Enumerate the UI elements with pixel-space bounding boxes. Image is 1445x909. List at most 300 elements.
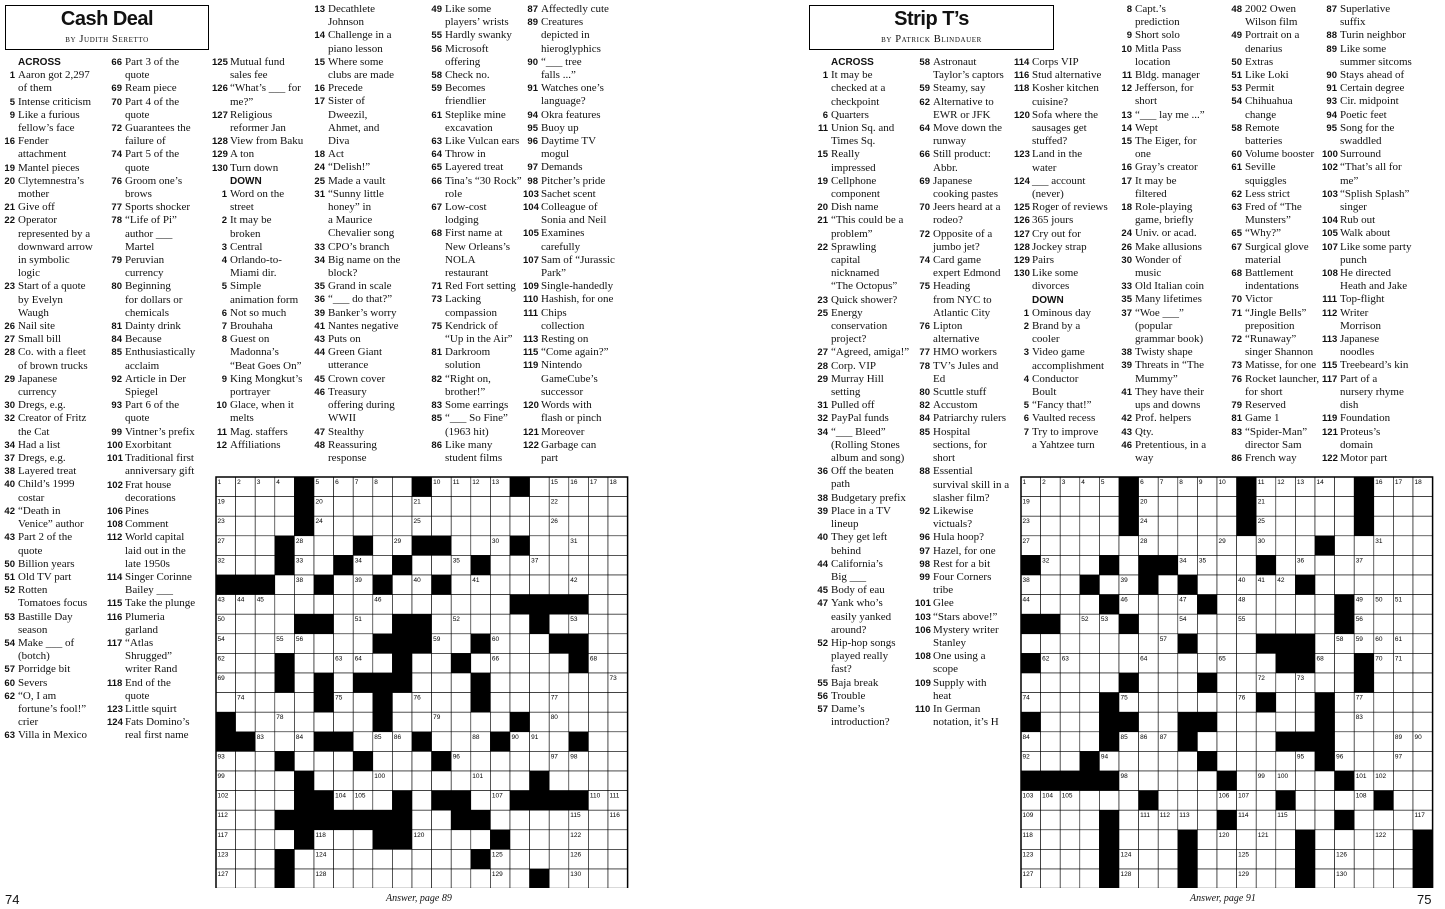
grid-cell[interactable] [236, 555, 256, 575]
crossword-grid[interactable] [1020, 476, 1434, 888]
grid-cell[interactable] [1413, 712, 1433, 732]
grid-cell[interactable] [1139, 830, 1159, 850]
grid-cell[interactable] [392, 693, 412, 713]
grid-cell[interactable] [1276, 497, 1296, 517]
grid-cell[interactable] [1158, 516, 1178, 536]
grid-cell[interactable] [236, 830, 256, 850]
grid-cell[interactable] [255, 751, 275, 771]
grid-cell[interactable] [1041, 575, 1061, 595]
grid-cell[interactable] [588, 869, 608, 888]
grid-cell[interactable] [255, 614, 275, 634]
grid-cell[interactable] [530, 477, 550, 497]
grid-cell[interactable] [1413, 497, 1433, 517]
grid-cell[interactable] [334, 849, 354, 869]
grid-cell[interactable] [314, 536, 334, 556]
grid-cell[interactable] [1237, 634, 1257, 654]
grid-cell[interactable] [1060, 830, 1080, 850]
grid-cell[interactable] [1041, 810, 1061, 830]
grid-cell[interactable] [1276, 830, 1296, 850]
grid-cell[interactable] [412, 712, 432, 732]
grid-cell[interactable] [1099, 575, 1119, 595]
grid-cell[interactable] [1080, 555, 1100, 575]
grid-cell[interactable] [236, 653, 256, 673]
grid-cell[interactable] [549, 673, 569, 693]
grid-cell[interactable] [1158, 575, 1178, 595]
grid-cell[interactable] [353, 634, 373, 654]
grid-cell[interactable] [1197, 536, 1217, 556]
grid-cell[interactable] [1139, 614, 1159, 634]
grid-cell[interactable] [1060, 849, 1080, 869]
grid-cell[interactable] [1335, 653, 1355, 673]
grid-cell[interactable] [1060, 595, 1080, 615]
grid-cell[interactable] [530, 751, 550, 771]
grid-cell[interactable] [412, 595, 432, 615]
grid-cell[interactable] [1393, 614, 1413, 634]
grid-cell[interactable] [1060, 869, 1080, 888]
grid-cell[interactable] [530, 536, 550, 556]
grid-cell[interactable] [490, 712, 510, 732]
grid-cell[interactable] [1256, 849, 1276, 869]
grid-cell[interactable] [588, 634, 608, 654]
grid-cell[interactable] [451, 869, 471, 888]
grid-cell[interactable] [1197, 653, 1217, 673]
grid-cell[interactable] [1335, 791, 1355, 811]
grid-cell[interactable] [1080, 516, 1100, 536]
grid-cell[interactable] [412, 673, 432, 693]
grid-cell[interactable] [1315, 595, 1335, 615]
grid-cell[interactable] [334, 497, 354, 517]
grid-cell[interactable] [1217, 516, 1237, 536]
grid-cell[interactable] [451, 693, 471, 713]
grid-cell[interactable] [1393, 771, 1413, 791]
grid-cell[interactable] [530, 653, 550, 673]
grid-cell[interactable] [314, 555, 334, 575]
grid-cell[interactable] [1060, 712, 1080, 732]
grid-cell[interactable] [530, 673, 550, 693]
grid-cell[interactable] [588, 536, 608, 556]
grid-cell[interactable] [334, 830, 354, 850]
grid-cell[interactable] [1315, 810, 1335, 830]
grid-cell[interactable] [569, 516, 589, 536]
grid-cell[interactable] [1158, 712, 1178, 732]
grid-cell[interactable] [1413, 555, 1433, 575]
grid-cell[interactable] [1099, 536, 1119, 556]
grid-cell[interactable] [1276, 555, 1296, 575]
grid-cell[interactable] [1139, 634, 1159, 654]
grid-cell[interactable] [1256, 791, 1276, 811]
grid-cell[interactable] [1217, 497, 1237, 517]
grid-cell[interactable] [588, 771, 608, 791]
grid-cell[interactable] [432, 693, 452, 713]
grid-cell[interactable] [1276, 614, 1296, 634]
grid-cell[interactable] [1393, 673, 1413, 693]
grid-cell[interactable] [1374, 712, 1394, 732]
grid-cell[interactable] [412, 791, 432, 811]
grid-cell[interactable] [1237, 555, 1257, 575]
grid-cell[interactable] [334, 771, 354, 791]
grid-cell[interactable] [294, 595, 314, 615]
grid-cell[interactable] [451, 732, 471, 752]
grid-cell[interactable] [373, 653, 393, 673]
grid-cell[interactable] [608, 732, 628, 752]
grid-cell[interactable] [490, 555, 510, 575]
grid-cell[interactable] [432, 497, 452, 517]
grid-cell[interactable] [1217, 595, 1237, 615]
grid-cell[interactable] [236, 712, 256, 732]
grid-cell[interactable] [1060, 810, 1080, 830]
grid-cell[interactable] [451, 849, 471, 869]
grid-cell[interactable] [608, 751, 628, 771]
grid-cell[interactable] [1393, 791, 1413, 811]
grid-cell[interactable] [1080, 830, 1100, 850]
grid-cell[interactable] [471, 516, 491, 536]
grid-cell[interactable] [1315, 849, 1335, 869]
grid-cell[interactable] [1315, 869, 1335, 888]
grid-cell[interactable] [608, 712, 628, 732]
grid-cell[interactable] [373, 849, 393, 869]
grid-cell[interactable] [1021, 673, 1041, 693]
grid-cell[interactable] [353, 849, 373, 869]
grid-cell[interactable] [1178, 673, 1198, 693]
grid-cell[interactable] [451, 595, 471, 615]
grid-cell[interactable] [1041, 830, 1061, 850]
grid-cell[interactable] [1099, 497, 1119, 517]
grid-cell[interactable] [510, 869, 530, 888]
grid-cell[interactable] [275, 516, 295, 536]
grid-cell[interactable] [530, 516, 550, 536]
grid-cell[interactable] [314, 634, 334, 654]
grid-cell[interactable] [1413, 771, 1433, 791]
grid-cell[interactable] [608, 555, 628, 575]
grid-cell[interactable] [1080, 497, 1100, 517]
grid-cell[interactable] [1178, 693, 1198, 713]
grid-cell[interactable] [1217, 634, 1237, 654]
grid-cell[interactable] [588, 849, 608, 869]
grid-cell[interactable] [353, 693, 373, 713]
grid-cell[interactable] [1139, 771, 1159, 791]
grid-cell[interactable] [1041, 516, 1061, 536]
grid-cell[interactable] [1080, 653, 1100, 673]
grid-cell[interactable] [432, 869, 452, 888]
grid-cell[interactable] [1119, 536, 1139, 556]
grid-cell[interactable] [549, 732, 569, 752]
grid-cell[interactable] [1178, 751, 1198, 771]
grid-cell[interactable] [451, 771, 471, 791]
grid-cell[interactable] [1413, 791, 1433, 811]
grid-cell[interactable] [1158, 869, 1178, 888]
grid-cell[interactable] [275, 732, 295, 752]
grid-cell[interactable] [490, 516, 510, 536]
grid-cell[interactable] [1158, 536, 1178, 556]
grid-cell[interactable] [255, 791, 275, 811]
grid-cell[interactable] [1158, 830, 1178, 850]
grid-cell[interactable] [255, 712, 275, 732]
grid-cell[interactable] [334, 614, 354, 634]
grid-cell[interactable] [1197, 810, 1217, 830]
grid-cell[interactable] [1119, 751, 1139, 771]
grid-cell[interactable] [1315, 516, 1335, 536]
grid-cell[interactable] [1217, 751, 1237, 771]
grid-cell[interactable] [392, 575, 412, 595]
grid-cell[interactable] [373, 751, 393, 771]
grid-cell[interactable] [1158, 693, 1178, 713]
grid-cell[interactable] [373, 614, 393, 634]
grid-cell[interactable] [314, 595, 334, 615]
grid-cell[interactable] [294, 869, 314, 888]
grid-cell[interactable] [1041, 849, 1061, 869]
grid-cell[interactable] [608, 869, 628, 888]
grid-cell[interactable] [236, 614, 256, 634]
grid-cell[interactable] [1315, 634, 1335, 654]
grid-cell[interactable] [216, 693, 236, 713]
grid-cell[interactable] [392, 849, 412, 869]
grid-cell[interactable] [294, 653, 314, 673]
grid-cell[interactable] [412, 771, 432, 791]
grid-cell[interactable] [549, 830, 569, 850]
grid-cell[interactable] [1119, 555, 1139, 575]
grid-cell[interactable] [1374, 575, 1394, 595]
grid-cell[interactable] [353, 516, 373, 536]
grid-cell[interactable] [1041, 497, 1061, 517]
grid-cell[interactable] [471, 653, 491, 673]
grid-cell[interactable] [1335, 575, 1355, 595]
grid-cell[interactable] [373, 536, 393, 556]
grid-cell[interactable] [1393, 712, 1413, 732]
grid-cell[interactable] [255, 555, 275, 575]
grid-cell[interactable] [588, 712, 608, 732]
grid-cell[interactable] [1099, 653, 1119, 673]
grid-cell[interactable] [549, 810, 569, 830]
grid-cell[interactable] [530, 575, 550, 595]
grid-cell[interactable] [1197, 634, 1217, 654]
grid-cell[interactable] [1099, 673, 1119, 693]
grid-cell[interactable] [1217, 869, 1237, 888]
grid-cell[interactable] [314, 771, 334, 791]
grid-cell[interactable] [1041, 693, 1061, 713]
grid-cell[interactable] [1315, 575, 1335, 595]
grid-cell[interactable] [1295, 693, 1315, 713]
grid-cell[interactable] [1099, 791, 1119, 811]
grid-cell[interactable] [1256, 810, 1276, 830]
grid-cell[interactable] [334, 595, 354, 615]
grid-cell[interactable] [1080, 791, 1100, 811]
grid-cell[interactable] [275, 575, 295, 595]
grid-cell[interactable] [1276, 516, 1296, 536]
grid-cell[interactable] [1217, 849, 1237, 869]
grid-cell[interactable] [1374, 516, 1394, 536]
grid-cell[interactable] [314, 712, 334, 732]
grid-cell[interactable] [588, 693, 608, 713]
grid-cell[interactable] [471, 869, 491, 888]
grid-cell[interactable] [1119, 634, 1139, 654]
grid-cell[interactable] [1158, 791, 1178, 811]
grid-cell[interactable] [1295, 595, 1315, 615]
grid-cell[interactable] [588, 810, 608, 830]
grid-cell[interactable] [255, 849, 275, 869]
grid-cell[interactable] [1080, 673, 1100, 693]
grid-cell[interactable] [588, 673, 608, 693]
grid-cell[interactable] [510, 497, 530, 517]
grid-cell[interactable] [451, 497, 471, 517]
grid-cell[interactable] [1080, 634, 1100, 654]
grid-cell[interactable] [530, 712, 550, 732]
grid-cell[interactable] [1158, 751, 1178, 771]
grid-cell[interactable] [608, 693, 628, 713]
grid-cell[interactable] [1080, 536, 1100, 556]
grid-cell[interactable] [451, 634, 471, 654]
grid-cell[interactable] [1295, 810, 1315, 830]
grid-cell[interactable] [510, 653, 530, 673]
grid-cell[interactable] [1139, 693, 1159, 713]
grid-cell[interactable] [236, 536, 256, 556]
grid-cell[interactable] [432, 810, 452, 830]
grid-cell[interactable] [1041, 712, 1061, 732]
grid-cell[interactable] [1158, 595, 1178, 615]
grid-cell[interactable] [294, 751, 314, 771]
grid-cell[interactable] [1374, 751, 1394, 771]
grid-cell[interactable] [549, 536, 569, 556]
grid-cell[interactable] [1315, 497, 1335, 517]
grid-cell[interactable] [373, 555, 393, 575]
grid-cell[interactable] [334, 634, 354, 654]
grid-cell[interactable] [1256, 869, 1276, 888]
grid-cell[interactable] [1060, 536, 1080, 556]
grid-cell[interactable] [588, 614, 608, 634]
grid-cell[interactable] [549, 849, 569, 869]
grid-cell[interactable] [588, 732, 608, 752]
grid-cell[interactable] [569, 712, 589, 732]
grid-cell[interactable] [1315, 614, 1335, 634]
grid-cell[interactable] [412, 751, 432, 771]
grid-cell[interactable] [1119, 653, 1139, 673]
grid-cell[interactable] [1393, 575, 1413, 595]
grid-cell[interactable] [1295, 516, 1315, 536]
grid-cell[interactable] [1256, 595, 1276, 615]
grid-cell[interactable] [1256, 732, 1276, 752]
grid-cell[interactable] [471, 830, 491, 850]
grid-cell[interactable] [490, 693, 510, 713]
grid-cell[interactable] [549, 869, 569, 888]
grid-cell[interactable] [353, 830, 373, 850]
grid-cell[interactable] [1178, 653, 1198, 673]
grid-cell[interactable] [490, 614, 510, 634]
grid-cell[interactable] [1374, 673, 1394, 693]
grid-cell[interactable] [569, 673, 589, 693]
grid-cell[interactable] [275, 830, 295, 850]
grid-cell[interactable] [490, 575, 510, 595]
grid-cell[interactable] [412, 849, 432, 869]
grid-cell[interactable] [353, 732, 373, 752]
grid-cell[interactable] [275, 693, 295, 713]
grid-cell[interactable] [1060, 614, 1080, 634]
grid-cell[interactable] [275, 595, 295, 615]
grid-cell[interactable] [1413, 536, 1433, 556]
grid-cell[interactable] [1315, 830, 1335, 850]
grid-cell[interactable] [1256, 751, 1276, 771]
grid-cell[interactable] [1217, 693, 1237, 713]
grid-cell[interactable] [608, 830, 628, 850]
grid-cell[interactable] [471, 712, 491, 732]
grid-cell[interactable] [588, 497, 608, 517]
grid-cell[interactable] [1178, 791, 1198, 811]
grid-cell[interactable] [1237, 830, 1257, 850]
grid-cell[interactable] [392, 869, 412, 888]
grid-cell[interactable] [1119, 830, 1139, 850]
grid-cell[interactable] [1178, 771, 1198, 791]
grid-cell[interactable] [490, 673, 510, 693]
grid-cell[interactable] [451, 575, 471, 595]
grid-cell[interactable] [236, 673, 256, 693]
grid-cell[interactable] [294, 693, 314, 713]
grid-cell[interactable] [1197, 830, 1217, 850]
grid-cell[interactable] [1295, 536, 1315, 556]
grid-cell[interactable] [392, 771, 412, 791]
grid-cell[interactable] [1178, 497, 1198, 517]
grid-cell[interactable] [353, 712, 373, 732]
grid-cell[interactable] [490, 595, 510, 615]
grid-cell[interactable] [471, 497, 491, 517]
grid-cell[interactable] [236, 516, 256, 536]
grid-cell[interactable] [334, 536, 354, 556]
grid-cell[interactable] [1256, 653, 1276, 673]
grid-cell[interactable] [1354, 536, 1374, 556]
grid-cell[interactable] [1354, 575, 1374, 595]
grid-cell[interactable] [1099, 516, 1119, 536]
grid-cell[interactable] [255, 536, 275, 556]
grid-cell[interactable] [1021, 634, 1041, 654]
grid-cell[interactable] [1276, 595, 1296, 615]
grid-cell[interactable] [255, 634, 275, 654]
grid-cell[interactable] [1060, 732, 1080, 752]
grid-cell[interactable] [1197, 771, 1217, 791]
grid-cell[interactable] [1335, 732, 1355, 752]
grid-cell[interactable] [314, 751, 334, 771]
grid-cell[interactable] [1413, 516, 1433, 536]
grid-cell[interactable] [1158, 653, 1178, 673]
grid-cell[interactable] [490, 810, 510, 830]
grid-cell[interactable] [1060, 751, 1080, 771]
grid-cell[interactable] [1197, 614, 1217, 634]
grid-cell[interactable] [1335, 673, 1355, 693]
grid-cell[interactable] [1041, 732, 1061, 752]
grid-cell[interactable] [255, 830, 275, 850]
grid-cell[interactable] [392, 712, 412, 732]
grid-cell[interactable] [1295, 614, 1315, 634]
grid-cell[interactable] [1041, 673, 1061, 693]
grid-cell[interactable] [471, 791, 491, 811]
grid-cell[interactable] [608, 575, 628, 595]
grid-cell[interactable] [1374, 555, 1394, 575]
grid-cell[interactable] [549, 653, 569, 673]
grid-cell[interactable] [334, 673, 354, 693]
grid-cell[interactable] [510, 634, 530, 654]
grid-cell[interactable] [569, 693, 589, 713]
grid-cell[interactable] [1276, 849, 1296, 869]
grid-cell[interactable] [451, 536, 471, 556]
grid-cell[interactable] [1060, 516, 1080, 536]
grid-cell[interactable] [1413, 575, 1433, 595]
grid-cell[interactable] [510, 673, 530, 693]
grid-cell[interactable] [255, 810, 275, 830]
grid-cell[interactable] [530, 830, 550, 850]
grid-cell[interactable] [1041, 536, 1061, 556]
grid-cell[interactable] [1295, 497, 1315, 517]
grid-cell[interactable] [1158, 673, 1178, 693]
grid-cell[interactable] [1119, 810, 1139, 830]
grid-cell[interactable] [1393, 849, 1413, 869]
grid-cell[interactable] [1041, 634, 1061, 654]
grid-cell[interactable] [608, 595, 628, 615]
